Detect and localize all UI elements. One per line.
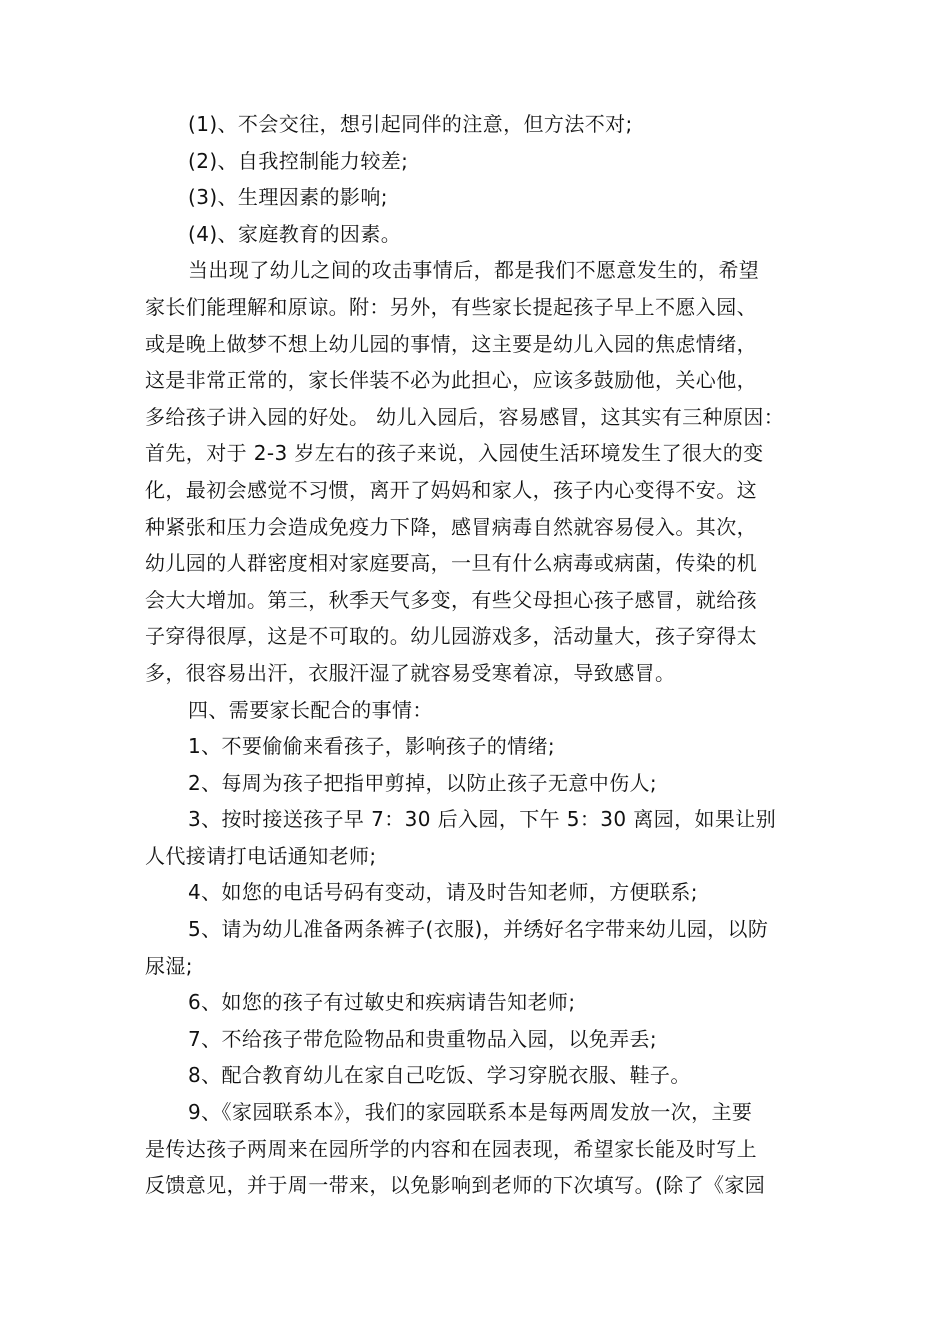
list-item-1: 1、不要偷偷来看孩子，影响孩子的情绪;: [188, 734, 556, 759]
list-item-reason-2: (2)、自我控制能力较差;: [188, 148, 409, 173]
section-heading: 四、需要家长配合的事情：: [188, 697, 433, 722]
list-item-reason-1: (1)、不会交往，想引起同伴的注意，但方法不对;: [188, 112, 633, 136]
list-item-9-continuation: 反馈意见，并于周一带来，以免影响到老师的下次填写。(除了《家园: [145, 1173, 766, 1198]
list-item-7: 7、不给孩子带危险物品和贵重物品入园，以免弄丢;: [188, 1026, 658, 1051]
list-item-reason-3: (3)、生理因素的影响;: [188, 185, 388, 210]
list-item-2: 2、每周为孩子把指甲剪掉，以防止孩子无意中伤人;: [188, 770, 658, 795]
list-item-3: 3、按时接送孩子早 7：30 后入园，下午 5：30 离园，如果让别: [188, 807, 777, 832]
paragraph-line: 幼儿园的人群密度相对家庭要高，一旦有什么病毒或病菌，传染的机: [145, 551, 757, 576]
paragraph-line: 当出现了幼儿之间的攻击事情后，都是我们不愿意发生的，希望: [188, 258, 760, 283]
list-item-3-continuation: 人代接请打电话通知老师;: [145, 843, 377, 868]
list-item-5: 5、请为幼儿准备两条裤子(衣服)，并绣好名字带来幼儿园，以防: [188, 917, 769, 942]
paragraph-line: 多，很容易出汗，衣服汗湿了就容易受寒着凉，导致感冒。: [145, 660, 676, 685]
document-body: [145, 106, 815, 1204]
paragraph-line: 会大大增加。第三，秋季天气多变，有些父母担心孩子感冒，就给孩: [145, 587, 757, 612]
paragraph-line: 或是晚上做梦不想上幼儿园的事情，这主要是幼儿入园的焦虑情绪，: [145, 331, 757, 356]
paragraph-line: 这是非常正常的，家长伴装不必为此担心，应该多鼓励他，关心他，: [145, 368, 757, 393]
list-item-9-continuation: 是传达孩子两周来在园所学的内容和在园表现，希望家长能及时写上: [145, 1136, 757, 1161]
list-item-8: 8、配合教育幼儿在家自己吃饭、学习穿脱衣服、鞋子。: [188, 1063, 691, 1088]
paragraph-line: 化，最初会感觉不习惯，离开了妈妈和家人，孩子内心变得不安。这: [145, 477, 757, 502]
paragraph-line: 首先，对于 2-3 岁左右的孩子来说，入园使生活环境发生了很大的变: [145, 441, 764, 466]
list-item-6: 6、如您的孩子有过敏史和疾病请告知老师;: [188, 990, 576, 1015]
list-item-reason-4: (4)、家庭教育的因素。: [188, 221, 402, 246]
paragraph-line: 子穿得很厚，这是不可取的。幼儿园游戏多，活动量大，孩子穿得太: [145, 624, 757, 649]
paragraph-line: 种紧张和压力会造成免疫力下降，感冒病毒自然就容易侵入。其次，: [145, 514, 757, 539]
paragraph-line: 家长们能理解和原谅。附：另外，有些家长提起孩子早上不愿入园、: [145, 294, 757, 319]
list-item-9: 9、《家园联系本》，我们的家园联系本是每两周发放一次，主要: [188, 1100, 753, 1125]
list-item-5-continuation: 尿湿;: [145, 953, 193, 978]
list-item-4: 4、如您的电话号码有变动，请及时告知老师，方便联系;: [188, 880, 698, 905]
paragraph-line: 多给孩子讲入园的好处。 幼儿入园后，容易感冒，这其实有三种原因：: [145, 404, 785, 429]
